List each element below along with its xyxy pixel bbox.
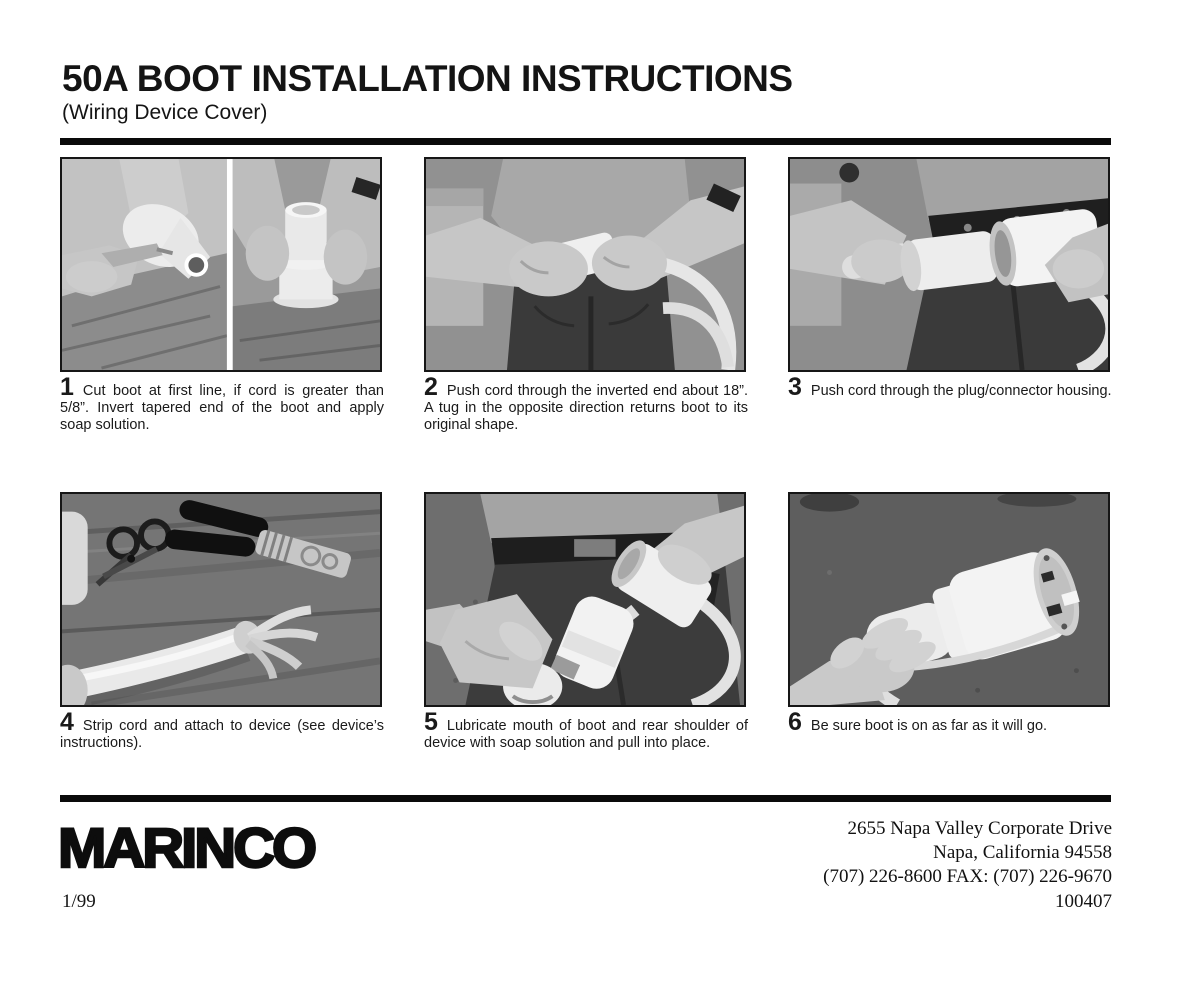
strip-cord-tools-illustration [62,494,380,705]
step-3-text: Push cord through the plug/connector housing. [810,383,1112,399]
left-hand-illustration [509,241,588,296]
step-1-photo [60,157,382,372]
step-4-photo [60,492,382,707]
step-2-text: Push cord through the inverted end about 18”. A tug in the opposite direction returns boot to its original shape. [424,383,748,433]
step-3 [788,373,1112,401]
document-number: 100407 [1055,891,1112,912]
finished-boot-on-plug-illustration [790,494,1108,705]
step-2-number: 2 [424,373,438,401]
cut-and-invert-boot-illustration [62,159,380,370]
lubricate-and-pull-illustration [426,494,744,705]
page-title: 50A BOOT INSTALLATION INSTRUCTIONS [62,58,793,99]
step-1 [60,373,384,434]
step-6 [788,708,1112,736]
step-6-text: Be sure boot is on as far as it will go. [810,718,1048,734]
step-6-number: 6 [788,708,802,736]
step-1-number: 1 [60,373,74,401]
divider-rule-bottom [60,795,1111,802]
step-5 [424,708,748,752]
step-3-photo [788,157,1110,372]
step-2 [424,373,748,434]
step-5-number: 5 [424,708,438,736]
marinco-logo: MARINCO [58,816,315,880]
page-subtitle: (Wiring Device Cover) [62,101,268,124]
step-6-photo [788,492,1110,707]
step-5-photo [424,492,746,707]
step-4-text: Strip cord and attach to device (see device’s instructions). [60,718,384,751]
divider-rule-top [60,138,1111,145]
push-cord-through-housing-illustration [790,159,1108,370]
push-cord-through-boot-illustration [426,159,744,370]
step-5-text: Lubricate mouth of boot and rear shoulder of device with soap solution and pull into place. [424,718,748,751]
address-line-3: (707) 226-8600 FAX: (707) 226-9670 [823,866,1112,887]
right-hand-illustration [592,236,667,291]
address-line-1: 2655 Napa Valley Corporate Drive [847,818,1112,839]
step-2-photo [424,157,746,372]
company-address [823,817,1112,889]
step-4 [60,708,384,752]
step-1-text: Cut boot at first line, if cord is greater than 5/8”. Invert tapered end of the boot and apply soap solution. [60,383,384,433]
address-line-2: Napa, California 94558 [933,842,1112,863]
step-4-number: 4 [60,708,74,736]
date-code: 1/99 [62,891,96,912]
step-3-number: 3 [788,373,802,401]
